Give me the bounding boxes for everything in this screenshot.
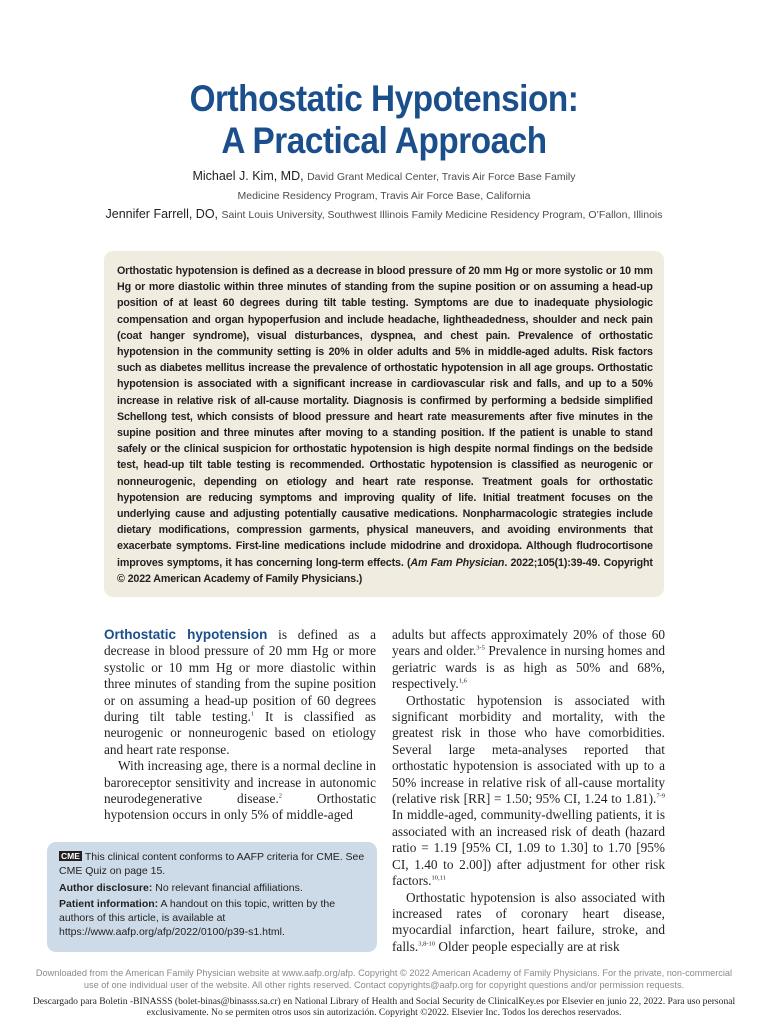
reference-3: 3-5 xyxy=(476,644,485,652)
paragraph-2 xyxy=(104,758,376,824)
author-1 xyxy=(100,167,668,206)
p4-text2: Older people especially are at risk xyxy=(435,938,620,954)
paragraph-3 xyxy=(392,693,665,890)
reference-6: 10,11 xyxy=(431,874,446,882)
author-1-affiliation-line2: Medicine Residency Program, Travis Air Force Base, California xyxy=(237,190,531,202)
p3-text: Orthostatic hypotension is associated with significant morbidity and mortality, with the greatest risk in those who have comorbidities. Several large meta-analyses reported that orthostatic hypotension is associated with up to a 50% increase in relative risk of all-cause mortality (relative risk [RR] = 1.50; 95% CI, 1.24 to 1.81). xyxy=(392,692,665,807)
cme-text: This clinical content conforms to AAFP criteria for CME. See CME Quiz on page 15. xyxy=(59,851,365,877)
paragraph-4 xyxy=(392,890,665,956)
author-2 xyxy=(0,205,768,225)
reference-7: 3,8-10 xyxy=(418,940,436,948)
title-line-1: Orthostatic Hypotension: xyxy=(189,78,579,119)
reference-5: 7-9 xyxy=(656,792,665,800)
abstract-body: Orthostatic hypotension is defined as a decrease in blood pressure of 20 mm Hg or more systolic or 10 mm Hg or more diastolic within three minutes of standing from the supine position or on assuming a head-up position of at least 60 degrees during tilt table testing. Symptoms are due to inadequate physiologic compensation and organ hypoperfusion and include headache, lightheadedness, shoulder and neck pain (coat hanger syndrome), visual disturbances, dyspnea, and chest pain. Prevalence of orthostatic hypotension in the community setting is 20% in older adults and 5% in middle-aged adults. Risk factors such as diabetes mellitus increase the prevalence of orthostatic hypotension in all age groups. Orthostatic hypotension is associated with a significant increase in cardiovascular risk and falls, and up to a 50% increase in relative risk of all-cause mortality. Diagnosis is confirmed by performing a bedside simplified Schellong test, which consists of blood pressure and heart rate measurements after five minutes in the supine position and three minutes after moving to a standing position. If the patient is unable to stand safely or the clinical suspicion for orthostatic hypotension is high despite normal findings on the bedside test, head-up tilt table testing is recommended. Orthostatic hypotension is classified as neurogenic or nonneurogenic, depending on etiology and heart rate response. Treatment goals for orthostatic hypotension are reducing symptoms and improving quality of life. Initial treatment focuses on the underlying cause and adjusting potentially causative medications. Nonpharmacologic strategies include dietary modifications, compression garments, physical maneuvers, and avoiding environments that exacerbate symptoms. First-line medications include midodrine and droxidopa. Although fludrocortisone improves symptoms, it has concerning long-term effects. xyxy=(117,265,653,569)
p2-text3-continued: Prevalence in nursing homes and geriatric wards is as high as 50% and 68%, respectively. xyxy=(392,643,665,692)
reference-4: 1,6 xyxy=(458,677,467,685)
p1-text2: It is classified as neurogenic or nonneurogenic based on etiology and heart rate response. xyxy=(104,709,376,757)
citation-journal: Am Fam Physician xyxy=(410,556,505,569)
license-footer: Descargado para Boletin -BINASSS (bolet-binas@binasss.sa.cr) en National Library of Health and Social Security de ClinicalKey.es por Elsevier en junio 22, 2022. Para uso personal exclusivamente. No se permiten otros usos sin autorización. Copyright ©2022. Elsevier Inc. Todos los derechos reservados. xyxy=(32,996,736,1018)
disclosure-text: No relevant financial affiliations. xyxy=(152,881,303,894)
p4-text: Orthostatic hypotension is also associated with increased rates of coronary heart disease, myocardial infarction, heart failure, stroke, and falls. xyxy=(392,889,665,954)
reference-2: 2 xyxy=(278,792,283,800)
cme-box xyxy=(47,842,377,952)
p2-text: With increasing age, there is a normal decline in baroreceptor sensitivity and increase in autonomic neurodegenerative disease. xyxy=(104,758,376,807)
author-disclosure xyxy=(59,882,365,896)
cme-badge: CME xyxy=(61,851,80,861)
p3-text2: In middle-aged, community-dwelling patients, it is associated with an increased risk of death (hazard ratio = 1.19 [95% CI, 1.09 to 1.30] to 1.70 [95% CI, 1.40 to 2.00]) after adjustment for other risk factors. xyxy=(392,807,665,889)
paragraph-2-continued xyxy=(392,627,665,693)
title-line-2: A Practical Approach xyxy=(221,120,547,161)
patient-label: Patient information: xyxy=(59,898,159,911)
disclosure-label: Author disclosure: xyxy=(59,881,153,894)
article-title xyxy=(38,78,729,162)
cme-statement xyxy=(59,851,365,879)
author-1-name: Michael J. Kim, MD, xyxy=(192,169,304,183)
reference-1: 1 xyxy=(250,710,255,718)
citation-open: ( xyxy=(406,556,411,569)
patient-information xyxy=(59,898,365,939)
patient-text: A handout on this topic, written by the authors of this article, is available at https://www.aafp.org/afp/2022/0100/p39-s1.html. xyxy=(59,898,336,938)
abstract-text xyxy=(117,263,653,587)
p2-text2: Orthostatic hypotension occurs in only 5% of middle-aged xyxy=(104,791,376,823)
p2-text2-continued: adults but affects approximately 20% of those 60 years and older. xyxy=(392,627,665,659)
author-2-affiliation: Saint Louis University, Southwest Illinois Family Medicine Residency Program, O’Fallon, Illinois xyxy=(221,209,663,221)
author-1-affiliation-line1: David Grant Medical Center, Travis Air Force Base Family xyxy=(307,171,576,183)
citation-rest: . 2022;105(1):39-49. Copyright © 2022 American Academy of Family Physicians.) xyxy=(117,556,653,585)
lead-term: Orthostatic hypotension xyxy=(104,627,268,642)
p1-text: is defined as a decrease in blood pressure of 20 mm Hg or more systolic or 10 mm Hg or more diastolic within three minutes of standing from the supine position or on assuming a head-up position of 60 degrees during tilt table testing. xyxy=(104,627,376,725)
author-2-name: Jennifer Farrell, DO, xyxy=(105,207,219,221)
paragraph-1 xyxy=(104,627,376,758)
body-column-left xyxy=(104,627,376,824)
body-column-right xyxy=(392,627,665,955)
download-footer: Downloaded from the American Family Physician website at www.aafp.org/afp. Copyright © 2022 American Academy of Family Physicians. For the private, non-commercial use of one individual user of the website. All other rights reserved. Contact copyrights@aafp.org for copyright questions and/or permission requests. xyxy=(35,968,733,990)
abstract-box xyxy=(104,251,664,597)
